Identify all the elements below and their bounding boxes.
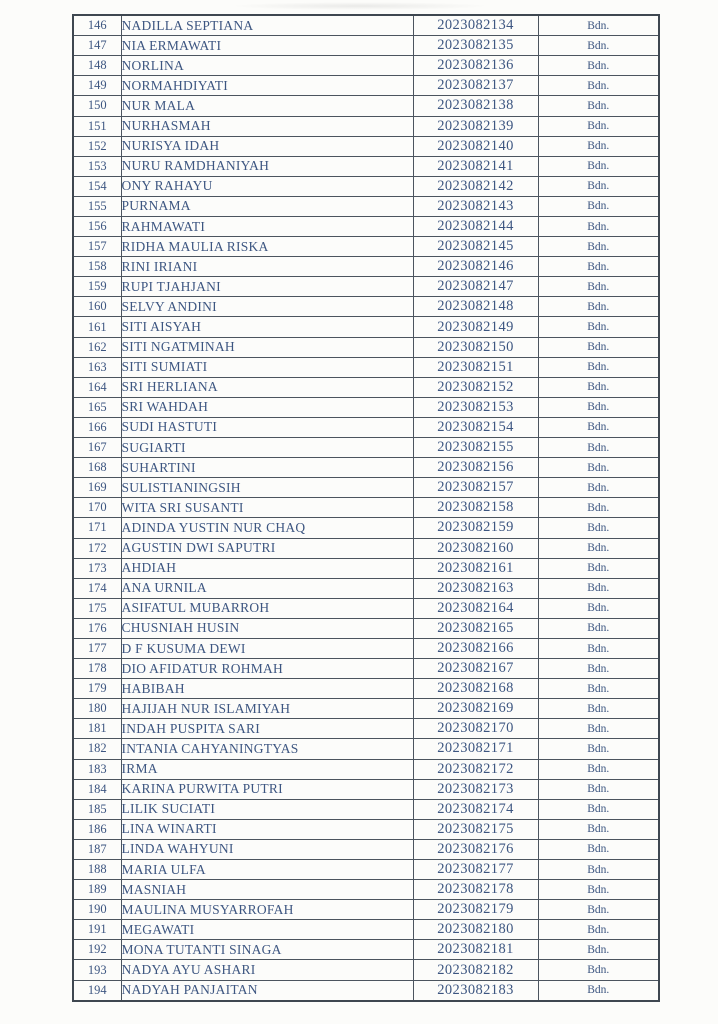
id-number-cell: 2023082158 (413, 498, 538, 518)
table-row (73, 759, 659, 779)
id-number-cell: 2023082140 (413, 136, 538, 156)
table-row (73, 819, 659, 839)
status-cell: Bdn. (538, 397, 659, 417)
table-row (73, 739, 659, 759)
id-number-cell: 2023082146 (413, 257, 538, 277)
id-number-cell: 2023082149 (413, 317, 538, 337)
row-number-cell: 157 (73, 237, 121, 257)
status-cell: Bdn. (538, 297, 659, 317)
id-number-cell: 2023082137 (413, 76, 538, 96)
row-number-cell: 183 (73, 759, 121, 779)
table-row (73, 618, 659, 638)
row-number-cell: 194 (73, 980, 121, 1001)
id-number-cell: 2023082154 (413, 417, 538, 437)
id-number-cell: 2023082180 (413, 920, 538, 940)
id-number-cell: 2023082168 (413, 679, 538, 699)
name-cell: LINDA WAHYUNI (121, 839, 413, 859)
table-row (73, 136, 659, 156)
row-number-cell: 187 (73, 839, 121, 859)
status-cell: Bdn. (538, 920, 659, 940)
table-row (73, 920, 659, 940)
table-row (73, 980, 659, 1001)
id-number-cell: 2023082178 (413, 880, 538, 900)
name-cell: HABIBAH (121, 679, 413, 699)
name-cell: RAHMAWATI (121, 217, 413, 237)
name-cell: NUR MALA (121, 96, 413, 116)
status-cell: Bdn. (538, 699, 659, 719)
id-number-cell: 2023082170 (413, 719, 538, 739)
status-cell: Bdn. (538, 558, 659, 578)
id-number-cell: 2023082153 (413, 397, 538, 417)
status-cell: Bdn. (538, 980, 659, 1001)
name-cell: WITA SRI SUSANTI (121, 498, 413, 518)
id-number-cell: 2023082152 (413, 377, 538, 397)
status-cell: Bdn. (538, 860, 659, 880)
table-row (73, 257, 659, 277)
name-cell: NORLINA (121, 56, 413, 76)
name-cell: NORMAHDIYATI (121, 76, 413, 96)
table-row (73, 638, 659, 658)
name-cell: RUPI TJAHJANI (121, 277, 413, 297)
row-number-cell: 161 (73, 317, 121, 337)
table-row (73, 317, 659, 337)
status-cell: Bdn. (538, 36, 659, 56)
row-number-cell: 186 (73, 819, 121, 839)
status-cell: Bdn. (538, 317, 659, 337)
status-cell: Bdn. (538, 458, 659, 478)
name-cell: NADYA AYU ASHARI (121, 960, 413, 980)
status-cell: Bdn. (538, 136, 659, 156)
table-row (73, 659, 659, 679)
row-number-cell: 184 (73, 779, 121, 799)
name-cell: NURISYA IDAH (121, 136, 413, 156)
name-cell: ANA URNILA (121, 578, 413, 598)
name-cell: ASIFATUL MUBARROH (121, 598, 413, 618)
table-body (73, 15, 659, 1001)
table-row (73, 196, 659, 216)
id-number-cell: 2023082161 (413, 558, 538, 578)
row-number-cell: 150 (73, 96, 121, 116)
status-cell: Bdn. (538, 940, 659, 960)
status-cell: Bdn. (538, 217, 659, 237)
id-number-cell: 2023082157 (413, 478, 538, 498)
id-number-cell: 2023082179 (413, 900, 538, 920)
id-number-cell: 2023082135 (413, 36, 538, 56)
status-cell: Bdn. (538, 819, 659, 839)
row-number-cell: 170 (73, 498, 121, 518)
id-number-cell: 2023082175 (413, 819, 538, 839)
name-cell: PURNAMA (121, 196, 413, 216)
id-number-cell: 2023082164 (413, 598, 538, 618)
status-cell: Bdn. (538, 498, 659, 518)
table-row (73, 598, 659, 618)
id-number-cell: 2023082155 (413, 438, 538, 458)
id-number-cell: 2023082177 (413, 860, 538, 880)
id-number-cell: 2023082165 (413, 618, 538, 638)
id-number-cell: 2023082181 (413, 940, 538, 960)
id-number-cell: 2023082156 (413, 458, 538, 478)
name-cell: MAULINA MUSYARROFAH (121, 900, 413, 920)
name-cell: NADILLA SEPTIANA (121, 15, 413, 36)
row-number-cell: 155 (73, 196, 121, 216)
name-cell: RINI IRIANI (121, 257, 413, 277)
name-cell: SRI WAHDAH (121, 397, 413, 417)
status-cell: Bdn. (538, 438, 659, 458)
id-number-cell: 2023082172 (413, 759, 538, 779)
status-cell: Bdn. (538, 638, 659, 658)
id-number-cell: 2023082134 (413, 15, 538, 36)
table-row (73, 779, 659, 799)
status-cell: Bdn. (538, 176, 659, 196)
status-cell: Bdn. (538, 719, 659, 739)
table-row (73, 839, 659, 859)
status-cell: Bdn. (538, 116, 659, 136)
id-number-cell: 2023082166 (413, 638, 538, 658)
table-row (73, 860, 659, 880)
table-row (73, 357, 659, 377)
status-cell: Bdn. (538, 799, 659, 819)
name-cell: CHUSNIAH HUSIN (121, 618, 413, 638)
id-number-cell: 2023082148 (413, 297, 538, 317)
row-number-cell: 152 (73, 136, 121, 156)
name-cell: MARIA ULFA (121, 860, 413, 880)
status-cell: Bdn. (538, 578, 659, 598)
table-row (73, 498, 659, 518)
name-cell: SITI NGATMINAH (121, 337, 413, 357)
name-cell: NURHASMAH (121, 116, 413, 136)
name-cell: MONA TUTANTI SINAGA (121, 940, 413, 960)
row-number-cell: 160 (73, 297, 121, 317)
table-row (73, 116, 659, 136)
row-number-cell: 154 (73, 176, 121, 196)
status-cell: Bdn. (538, 598, 659, 618)
status-cell: Bdn. (538, 56, 659, 76)
name-cell: AGUSTIN DWI SAPUTRI (121, 538, 413, 558)
status-cell: Bdn. (538, 779, 659, 799)
id-number-cell: 2023082136 (413, 56, 538, 76)
name-cell: MEGAWATI (121, 920, 413, 940)
table-row (73, 96, 659, 116)
row-number-cell: 146 (73, 15, 121, 36)
name-cell: SUDI HASTUTI (121, 417, 413, 437)
name-cell: AHDIAH (121, 558, 413, 578)
row-number-cell: 185 (73, 799, 121, 819)
table-row (73, 458, 659, 478)
row-number-cell: 179 (73, 679, 121, 699)
row-number-cell: 174 (73, 578, 121, 598)
row-number-cell: 156 (73, 217, 121, 237)
name-cell: KARINA PURWITA PUTRI (121, 779, 413, 799)
name-cell: IRMA (121, 759, 413, 779)
row-number-cell: 159 (73, 277, 121, 297)
table-row (73, 558, 659, 578)
row-number-cell: 180 (73, 699, 121, 719)
status-cell: Bdn. (538, 337, 659, 357)
id-number-cell: 2023082150 (413, 337, 538, 357)
status-cell: Bdn. (538, 900, 659, 920)
name-cell: DIO AFIDATUR ROHMAH (121, 659, 413, 679)
row-number-cell: 177 (73, 638, 121, 658)
name-cell: SUHARTINI (121, 458, 413, 478)
row-number-cell: 147 (73, 36, 121, 56)
table-row (73, 377, 659, 397)
status-cell: Bdn. (538, 257, 659, 277)
table-row (73, 397, 659, 417)
row-number-cell: 188 (73, 860, 121, 880)
id-number-cell: 2023082139 (413, 116, 538, 136)
row-number-cell: 178 (73, 659, 121, 679)
name-cell: SELVY ANDINI (121, 297, 413, 317)
id-number-cell: 2023082183 (413, 980, 538, 1001)
status-cell: Bdn. (538, 96, 659, 116)
status-cell: Bdn. (538, 659, 659, 679)
row-number-cell: 171 (73, 518, 121, 538)
row-number-cell: 164 (73, 377, 121, 397)
id-number-cell: 2023082159 (413, 518, 538, 538)
table-row (73, 297, 659, 317)
id-number-cell: 2023082176 (413, 839, 538, 859)
table-row (73, 176, 659, 196)
row-number-cell: 151 (73, 116, 121, 136)
status-cell: Bdn. (538, 679, 659, 699)
id-number-cell: 2023082167 (413, 659, 538, 679)
status-cell: Bdn. (538, 839, 659, 859)
table-row (73, 578, 659, 598)
name-cell: LILIK SUCIATI (121, 799, 413, 819)
table-row (73, 277, 659, 297)
row-number-cell: 148 (73, 56, 121, 76)
id-number-cell: 2023082173 (413, 779, 538, 799)
row-number-cell: 181 (73, 719, 121, 739)
name-cell: HAJIJAH NUR ISLAMIYAH (121, 699, 413, 719)
status-cell: Bdn. (538, 156, 659, 176)
id-number-cell: 2023082169 (413, 699, 538, 719)
table-row (73, 237, 659, 257)
name-cell: SUGIARTI (121, 438, 413, 458)
table-row (73, 960, 659, 980)
row-number-cell: 169 (73, 478, 121, 498)
name-cell: SULISTIANINGSIH (121, 478, 413, 498)
name-cell: NURU RAMDHANIYAH (121, 156, 413, 176)
id-number-cell: 2023082145 (413, 237, 538, 257)
table-row (73, 438, 659, 458)
table-row (73, 699, 659, 719)
id-number-cell: 2023082163 (413, 578, 538, 598)
table-row (73, 900, 659, 920)
id-number-cell: 2023082182 (413, 960, 538, 980)
status-cell: Bdn. (538, 196, 659, 216)
table-row (73, 15, 659, 36)
row-number-cell: 173 (73, 558, 121, 578)
status-cell: Bdn. (538, 478, 659, 498)
table-row (73, 337, 659, 357)
status-cell: Bdn. (538, 277, 659, 297)
status-cell: Bdn. (538, 759, 659, 779)
status-cell: Bdn. (538, 538, 659, 558)
table-row (73, 880, 659, 900)
name-cell: MASNIAH (121, 880, 413, 900)
id-number-cell: 2023082171 (413, 739, 538, 759)
name-cell: SRI HERLIANA (121, 377, 413, 397)
table-row (73, 156, 659, 176)
table-row (73, 940, 659, 960)
row-number-cell: 163 (73, 357, 121, 377)
id-number-cell: 2023082147 (413, 277, 538, 297)
name-cell: INTANIA CAHYANINGTYAS (121, 739, 413, 759)
status-cell: Bdn. (538, 417, 659, 437)
row-number-cell: 193 (73, 960, 121, 980)
row-number-cell: 172 (73, 538, 121, 558)
row-number-cell: 182 (73, 739, 121, 759)
row-number-cell: 192 (73, 940, 121, 960)
row-number-cell: 191 (73, 920, 121, 940)
status-cell: Bdn. (538, 76, 659, 96)
roster-table (72, 14, 660, 1002)
scan-artifact (230, 2, 490, 10)
id-number-cell: 2023082151 (413, 357, 538, 377)
status-cell: Bdn. (538, 357, 659, 377)
row-number-cell: 162 (73, 337, 121, 357)
name-cell: LINA WINARTI (121, 819, 413, 839)
row-number-cell: 165 (73, 397, 121, 417)
id-number-cell: 2023082144 (413, 217, 538, 237)
status-cell: Bdn. (538, 880, 659, 900)
id-number-cell: 2023082174 (413, 799, 538, 819)
row-number-cell: 175 (73, 598, 121, 618)
table-row (73, 799, 659, 819)
row-number-cell: 149 (73, 76, 121, 96)
table-row (73, 679, 659, 699)
row-number-cell: 167 (73, 438, 121, 458)
row-number-cell: 176 (73, 618, 121, 638)
row-number-cell: 189 (73, 880, 121, 900)
name-cell: SITI AISYAH (121, 317, 413, 337)
status-cell: Bdn. (538, 739, 659, 759)
status-cell: Bdn. (538, 960, 659, 980)
table-row (73, 76, 659, 96)
status-cell: Bdn. (538, 15, 659, 36)
name-cell: ONY RAHAYU (121, 176, 413, 196)
id-number-cell: 2023082143 (413, 196, 538, 216)
table-row (73, 538, 659, 558)
name-cell: RIDHA MAULIA RISKA (121, 237, 413, 257)
table-row (73, 36, 659, 56)
row-number-cell: 168 (73, 458, 121, 478)
table-row (73, 518, 659, 538)
status-cell: Bdn. (538, 518, 659, 538)
name-cell: D F KUSUMA DEWI (121, 638, 413, 658)
name-cell: INDAH PUSPITA SARI (121, 719, 413, 739)
table-row (73, 719, 659, 739)
name-cell: ADINDA YUSTIN NUR CHAQ (121, 518, 413, 538)
name-cell: NIA ERMAWATI (121, 36, 413, 56)
id-number-cell: 2023082141 (413, 156, 538, 176)
table-row (73, 217, 659, 237)
row-number-cell: 153 (73, 156, 121, 176)
table-row (73, 417, 659, 437)
id-number-cell: 2023082138 (413, 96, 538, 116)
name-cell: NADYAH PANJAITAN (121, 980, 413, 1001)
name-cell: SITI SUMIATI (121, 357, 413, 377)
row-number-cell: 166 (73, 417, 121, 437)
row-number-cell: 158 (73, 257, 121, 277)
status-cell: Bdn. (538, 377, 659, 397)
id-number-cell: 2023082160 (413, 538, 538, 558)
table-row (73, 478, 659, 498)
row-number-cell: 190 (73, 900, 121, 920)
status-cell: Bdn. (538, 618, 659, 638)
table-row (73, 56, 659, 76)
status-cell: Bdn. (538, 237, 659, 257)
id-number-cell: 2023082142 (413, 176, 538, 196)
